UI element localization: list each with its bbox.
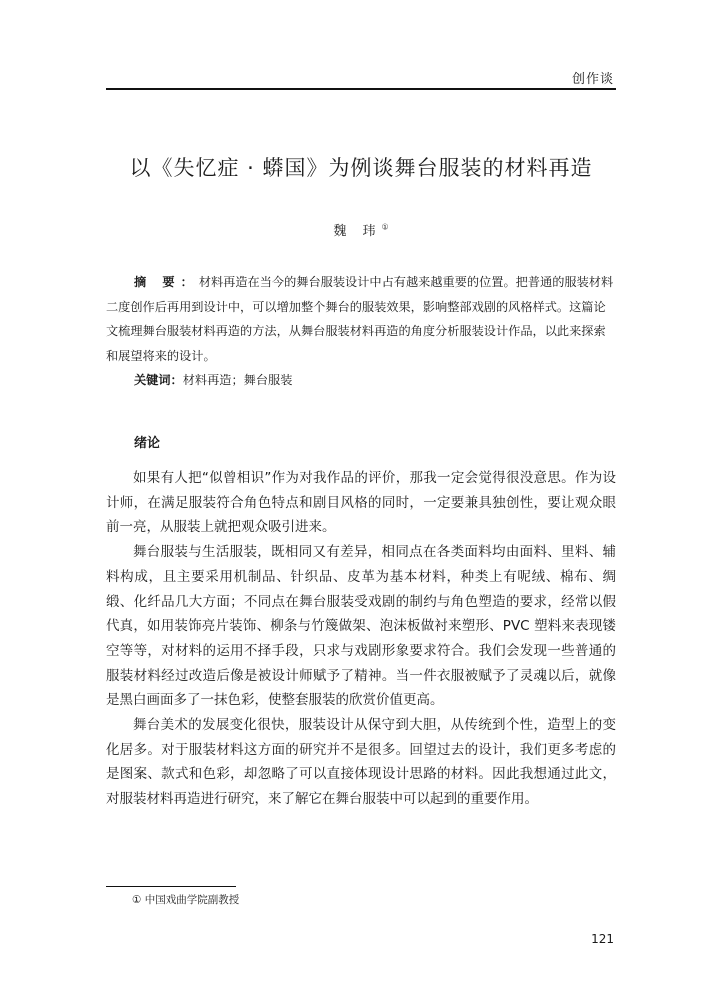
abstract-text: 材料再造在当今的舞台服装设计中占有越来越重要的位置。把普通的服装材料二度创作后再用到设计中，可以增加整个舞台的服装效果，影响整部戏剧的风格样式。这篇论文梳理舞台服装材料再造的方法，从舞台服装材料再造的角度分析服装设计作品，以此来探索和展望将来的设计。 [106,275,614,363]
paragraph: 舞台美术的发展变化很快，服装设计从保守到大胆，从传统到个性，造型上的变化居多。对于服装材料这方面的研究并不是很多。回望过去的设计，我们更多考虑的是图案、款式和色彩，却忽略了可以直接体现设计思路的材料。因此我想通过此文，对服装材料再造进行研究，来了解它在舞台服装中可以起到的重要作用。 [106,717,616,808]
author-name: 魏 玮 [333,224,382,239]
footnote-rule [106,886,236,887]
page-number: 121 [591,932,614,946]
header-rule [106,88,616,90]
article-title: 以《失忆症 · 蟒国》为例谈舞台服装的材料再造 [129,156,593,180]
keywords-label: 关键词： [134,373,183,387]
abstract-label: 摘 要： [134,275,199,289]
keywords [134,371,292,388]
footnote: ① 中国戏曲学院副教授 [132,894,240,906]
body-text [106,466,616,812]
paragraph: 如果有人把“似曾相识”作为对我作品的评价，那我一定会觉得很没意思。作为设计师，在满足服装符合角色特点和剧目风格的同时，一定要兼具独创性，要让观众眼前一亮，从服装上就把观众吸引进来。 [106,470,616,536]
author-note-mark: ① [381,222,389,232]
author-line [0,220,722,239]
running-header: 创作谈 [571,72,614,87]
paragraph: 舞台服装与生活服装，既相同又有差异，相同点在各类面料均由面料、里料、辅料构成，且主要采用机制品、针织品、皮革为基本材料，种类上有呢绒、棉布、绸缎、化纤品几大方面；不同点在舞台服装受戏剧的制约与角色塑造的要求，经常以假代真，如用装饰亮片装饰、柳条与竹篾做架、泡沫板做衬来塑形、PVC 塑料来表现镂空等等，对材料的运用不择手段，只求与戏剧形象要求符合。我们会发现一些普通的服装材料经过改造后像是被设计师赋予了精神。当一件衣服被赋予了灵魂以后，就像是黑白画面多了一抹色彩，使整套服装的欣赏价值更高。 [106,544,616,709]
section-heading: 绪论 [134,436,161,451]
keywords-text: 材料再造；舞台服装 [182,373,293,387]
abstract [106,270,616,368]
